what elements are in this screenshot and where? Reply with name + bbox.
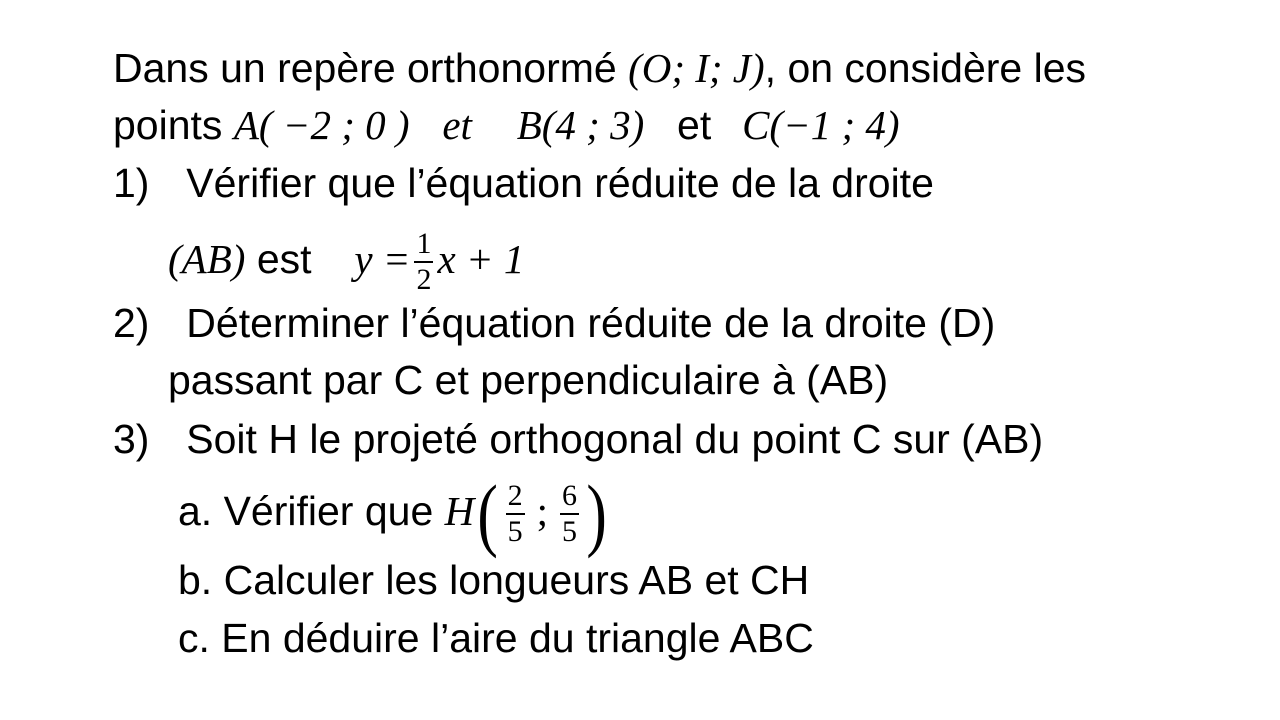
question-2-line-1: Déterminer l’équation réduite de la droite (D) bbox=[186, 300, 996, 346]
slope-denominator: 2 bbox=[416, 263, 432, 297]
coord-separator: ; bbox=[536, 488, 548, 534]
question-3a-text: a. Vérifier que bbox=[178, 488, 434, 534]
et-math: et bbox=[442, 102, 472, 148]
question-2-number: 2) bbox=[113, 300, 150, 346]
question-3-text: Soit H le projeté orthogonal du point C sur (AB) bbox=[186, 416, 1044, 462]
point-h: H bbox=[444, 488, 475, 534]
question-3b-text: b. Calculer les longueurs AB et CH bbox=[178, 557, 810, 603]
intro-line-1 bbox=[113, 44, 1086, 92]
h-y-numerator: 6 bbox=[560, 481, 579, 515]
equation-lhs: y = bbox=[354, 236, 411, 282]
est-label: est bbox=[256, 236, 312, 282]
question-3a bbox=[178, 468, 610, 560]
h-x-denominator: 5 bbox=[507, 515, 523, 549]
frame-notation: (O; I; J) bbox=[628, 45, 765, 91]
question-2-line-2: passant par C et perpendiculaire à (AB) bbox=[168, 357, 889, 403]
intro-text: Dans un repère orthonormé bbox=[113, 45, 617, 91]
line-ab: (AB) bbox=[168, 236, 246, 282]
question-3b bbox=[178, 556, 809, 604]
question-3-number: 3) bbox=[113, 416, 150, 462]
question-1-number: 1) bbox=[113, 160, 150, 206]
point-c: C(−1 ; 4) bbox=[742, 102, 900, 148]
question-2 bbox=[113, 299, 995, 347]
slope-numerator: 1 bbox=[414, 229, 433, 263]
question-3c bbox=[178, 614, 814, 662]
h-y-fraction bbox=[560, 481, 579, 547]
point-a: A( −2 ; 0 ) bbox=[233, 102, 410, 148]
right-paren: ) bbox=[586, 468, 607, 560]
question-1-equation bbox=[168, 226, 524, 295]
question-3 bbox=[113, 415, 1043, 463]
et-text: et bbox=[677, 102, 712, 148]
question-1 bbox=[113, 159, 934, 207]
slope-fraction bbox=[414, 229, 433, 295]
left-paren: ( bbox=[477, 468, 499, 560]
intro-line-2 bbox=[113, 101, 900, 149]
question-1-text: Vérifier que l’équation réduite de la droite bbox=[186, 160, 934, 206]
equation-rhs: x + 1 bbox=[437, 236, 525, 282]
point-b: B(4 ; 3) bbox=[516, 102, 645, 148]
h-y-denominator: 5 bbox=[561, 515, 577, 549]
intro-tail: , on considère les bbox=[764, 45, 1087, 91]
points-label: points bbox=[113, 102, 223, 148]
question-3c-text: c. En déduire l’aire du triangle ABC bbox=[178, 615, 814, 661]
h-x-fraction bbox=[506, 481, 525, 547]
question-2-cont bbox=[168, 356, 888, 404]
h-x-numerator: 2 bbox=[506, 481, 525, 515]
